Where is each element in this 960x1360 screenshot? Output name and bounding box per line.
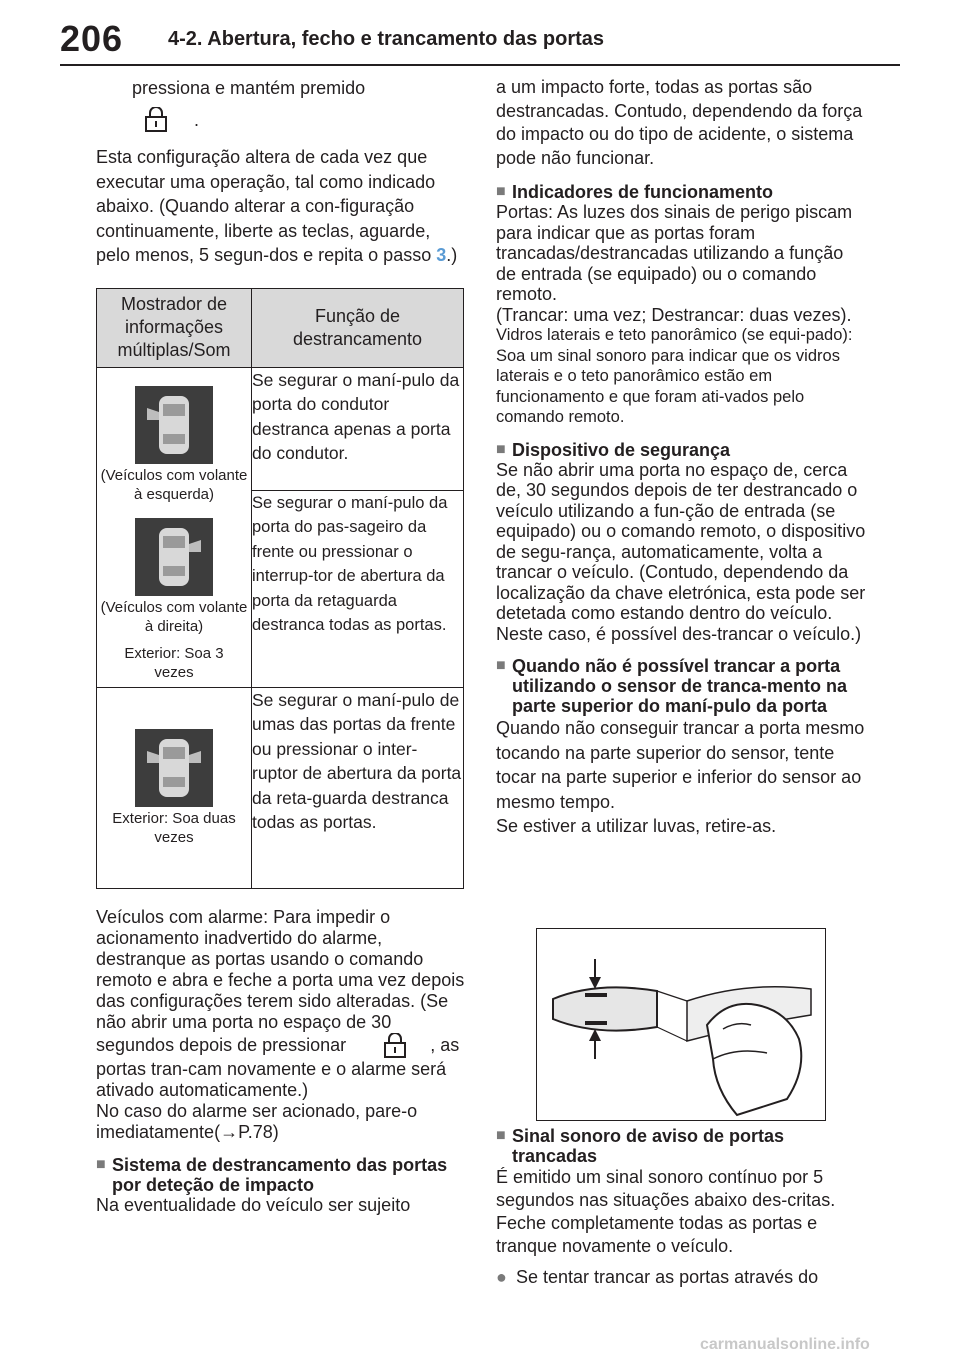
buzzer-bullet-text: Se tentar trancar as portas através do	[516, 1267, 819, 1287]
indicators-heading-text: Indicadores de funcionamento	[512, 182, 774, 202]
arrow-glyph: →	[220, 1121, 239, 1142]
section-bullet-icon: ■	[496, 657, 506, 674]
step-ref: 3	[436, 245, 447, 265]
indicators-body-3: Vidros laterais e teto panorâmico (se equi-pado): Soa um sinal sonoro para indicar que os vidros laterais e o teto panorâmico estão em funcionamento e que foram ati-vados pelo comando remoto.	[496, 326, 853, 426]
security-body: Se não abrir uma porta no espaço de, cerca de, 30 segundos depois de ter destrancado o veículo utilizando a fun-ção de entrada (se equipado) ou o comando remoto, o dispositivo de segu-rança, automaticamente, volta a trancar o veículo. (Contudo, dependendo da localização da chave eletrónica, esta pode ser detetada como estando dentro do veículo. Neste caso, é possível des-trancar o veículo.)	[496, 459, 866, 644]
section-bullet-icon: ■	[496, 1127, 506, 1144]
section-bullet-icon: ■	[496, 440, 506, 458]
buzzer-section	[496, 1126, 866, 1288]
alarm-text-b: , as portas tran-cam novamente e o alarme será ativado automaticamente.)	[96, 1034, 460, 1100]
caption-sound-2: Exterior: Soa duas vezes	[112, 809, 236, 846]
config-text: Esta configuração altera de cada vez que executar uma operação, tal como indicado abaixo. (Quando alterar a con-figuração continuamente, liberte as teclas, aguarde, pelo menos, 5 segun-dos e repita o passo	[96, 147, 436, 265]
caption-rhd: (Veículos com volante à direita)	[100, 598, 248, 635]
table-cell-front-doors: Se segurar o maní-pulo de umas das portas da frente ou pressionar o inter-ruptor de abertura da porta da reta-guarda destranca todas as portas.	[252, 687, 464, 888]
table-header-function: Função de destrancamento	[252, 288, 464, 367]
lock-icon	[142, 107, 172, 133]
alarm-text-a: Veículos com alarme: Para impedir o acionamento inadvertido do alarme, destranque as portas usando o comando remoto e abra e feche a porta uma vez depois das configurações terem sido alteradas. (Se não abrir uma porta no espaço de 30 segundos depois de pressionar	[96, 906, 465, 1055]
intro-line-2	[96, 101, 466, 139]
impact-body: Na eventualidade do veículo ser sujeito	[96, 1194, 411, 1215]
buzzer-bullet-1	[496, 1266, 866, 1288]
impact-heading-text: Sistema de destrancamento das portas por deteção de impacto	[112, 1154, 448, 1195]
security-heading	[496, 440, 866, 460]
section-bullet-icon: ■	[96, 1155, 106, 1173]
door-handle-sensor-icon	[537, 929, 825, 1120]
security-heading-text: Dispositivo de segurança	[512, 439, 731, 460]
header-divider	[60, 64, 900, 66]
right-column	[496, 76, 866, 839]
indicators-heading	[496, 182, 866, 202]
table-cell-images-1	[97, 367, 252, 687]
lock-sensor-gloves: Se estiver a utilizar luvas, retire-as.	[496, 816, 777, 836]
impact-heading	[96, 1155, 466, 1195]
door-handle-illustration	[536, 928, 826, 1121]
caption-sound-3: Exterior: Soa 3 vezes	[124, 644, 224, 681]
list-bullet-icon: ●	[496, 1267, 507, 1287]
section-bullet-icon: ■	[496, 183, 506, 200]
lock-sensor-body: Quando não conseguir trancar a porta mesmo tocando na parte superior do sensor, tente tocar na parte superior e inferior do sensor ao mesmo tempo.	[496, 718, 865, 812]
watermark: carmanualsonline.info	[700, 1336, 870, 1353]
indicators-section	[496, 182, 866, 428]
buzzer-body: É emitido um sinal sonoro contínuo por 5 segundos nas situações abaixo des-critas. Feche completamente todas as portas e tranque novamente o veículo.	[496, 1167, 836, 1256]
car-unlock-all-icon	[135, 729, 213, 807]
config-text-end: .)	[446, 245, 458, 265]
car-unlock-passenger-icon	[135, 518, 213, 596]
table-cell-driver: Se segurar o maní-pulo da porta do condutor destranca apenas a porta do condutor.	[252, 367, 464, 490]
security-section	[496, 440, 866, 645]
alarm-stop: No caso do alarme ser acionado, pare-o imediatamente(	[96, 1100, 418, 1142]
table-header-display: Mostrador de informações múltiplas/Som	[97, 288, 252, 367]
settings-table	[96, 288, 464, 889]
alarm-stop-text	[96, 1101, 466, 1143]
table-cell-images-2	[97, 687, 252, 888]
alarm-text	[96, 907, 466, 1101]
config-paragraph	[96, 145, 466, 268]
section-title: 4-2. Abertura, fecho e trancamento das portas	[168, 28, 605, 50]
table-cell-all-doors: Se segurar o maní-pulo da porta do pas-sageiro da frente ou pressionar o interrup-tor de abertura da porta da retaguarda destranca todas as portas.	[252, 490, 464, 687]
left-column	[96, 76, 466, 1215]
car-unlock-driver-icon	[135, 386, 213, 464]
lock-sensor-heading	[496, 656, 866, 716]
intro-period: .	[194, 109, 200, 130]
buzzer-heading-text: Sinal sonoro de aviso de portas trancadas	[512, 1126, 785, 1166]
indicators-body-2: (Trancar: uma vez; Destrancar: duas vezes).	[496, 304, 852, 325]
page-number: 206	[60, 18, 124, 59]
page-ref-link[interactable]: P.78)	[238, 1121, 279, 1142]
impact-continuation: a um impacto forte, todas as portas são destrancadas. Contudo, dependendo da força do impacto ou do tipo de acidente, o sistema pode não funcionar.	[496, 77, 863, 168]
lock-sensor-heading-text: Quando não é possível trancar a porta utilizando o sensor de tranca-mento na parte superior do maní-pulo da porta	[512, 656, 848, 716]
indicators-body-1: Portas: As luzes dos sinais de perigo piscam para indicar que as portas foram trancadas/destrancadas utilizando a função de entrada (se equipado) ou o comando remoto.	[496, 202, 853, 304]
impact-section	[96, 1155, 466, 1216]
lock-icon-2	[381, 1033, 411, 1059]
lock-sensor-section	[496, 656, 866, 839]
caption-lhd: (Veículos com volante à esquerda)	[100, 466, 248, 503]
buzzer-heading	[496, 1126, 866, 1166]
intro-line: pressiona e mantém premido	[132, 78, 366, 98]
alarm-paragraph	[96, 907, 466, 1143]
